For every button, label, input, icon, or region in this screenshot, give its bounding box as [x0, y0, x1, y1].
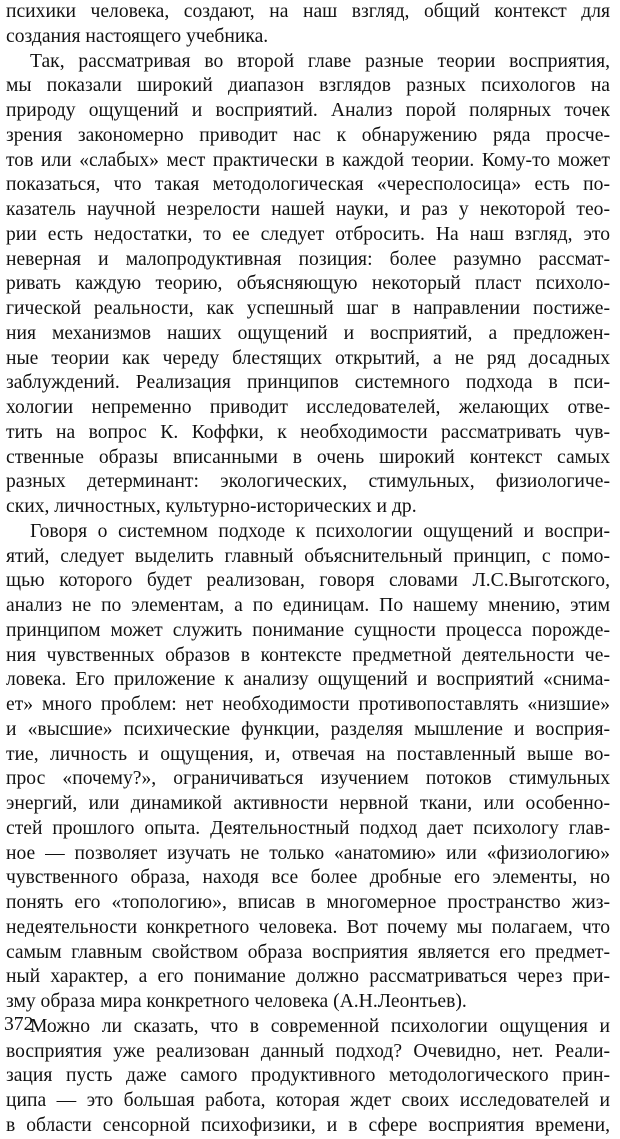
text-line: Можно ли сказать, что в современной психологии ощущения и	[30, 1015, 610, 1037]
text-line: понять его «топологию», вписав в многомерное пространство жиз-	[6, 892, 610, 913]
text-line: гической реальности, как успешный шаг в направлении постиже-	[6, 298, 610, 319]
text-line: зрения закономерно приводит нас к обнаружению ряда просче-	[6, 124, 610, 146]
text-line: создания настоящего учебника.	[6, 25, 269, 47]
text-line: прос «почему?», ограничиваться изучением потоков стимульных	[6, 768, 610, 790]
text-line: зму образа мира конкретного человека (А.Н.Леонтьев).	[6, 991, 467, 1012]
paragraph	[6, 1015, 610, 1139]
text-line: в области сенсорной психофизики, и в сфере восприятия времени,	[6, 1114, 610, 1136]
text-line: анализ не по элементам, а по единицам. По нашему мнению, этим	[6, 595, 610, 616]
page-text	[6, 0, 610, 1139]
page-number: 372	[4, 1014, 34, 1035]
text-line: восприятия уже реализован данный подход? Очевидно, нет. Реали-	[6, 1040, 610, 1062]
text-line: ния механизмов наших ощущений и восприятий, а предложен-	[6, 322, 610, 344]
text-line: ное — позволяет изучать не только «анатомию» или «физиологию»	[6, 842, 610, 864]
text-line: ятий, следует выделить главный объяснительный принцип, с помо-	[6, 545, 610, 567]
text-line: тить на вопрос К. Коффки, к необходимости рассматривать чув-	[6, 421, 610, 443]
text-line: Говоря о системном подходе к психологии ощущений и воспри-	[30, 520, 610, 542]
text-line: ет» много проблем: нет необходимости противопоставлять «низшие»	[6, 694, 610, 715]
text-line: энергий, или динамикой активности нервной ткани, или особенно-	[6, 793, 610, 814]
text-line: природу ощущений и восприятий. Анализ порой полярных точек	[6, 100, 610, 121]
text-line: казатель научной незрелости нашей науки, и раз у некоторой тео-	[6, 199, 610, 220]
text-line: разных детерминант: экологических, стимульных, физиологиче-	[6, 471, 610, 493]
text-line: мы показали широкий диапазон взглядов разных психологов на	[6, 75, 610, 97]
text-line: хологии непременно приводит исследователей, желающих отве-	[6, 397, 610, 418]
text-line: неверная и малопродуктивная позиция: более разумно рассмат-	[6, 248, 610, 270]
text-line: и «высшие» психические функции, разделяя мышление и восприя-	[6, 718, 610, 740]
text-line: ловека. Его приложение к анализу ощущений и восприятий «снима-	[6, 669, 610, 691]
text-line: ципа — это большая работа, которая ждет своих исследователей и	[6, 1090, 610, 1111]
text-line: ских, личностных, культурно-исторических и др.	[6, 496, 417, 517]
text-line: рии есть недостатки, то ее следует отбросить. На наш взгляд, это	[6, 223, 610, 245]
text-line: тие, личность и ощущения, и, отвечая на поставленный выше во-	[6, 743, 610, 765]
text-line: ные теории как череду блестящих открытий, а не ряд досадных	[6, 347, 610, 369]
text-line: принципом может служить понимание сущности процесса порожде-	[6, 619, 610, 641]
text-line: психики человека, создают, на наш взгляд, общий контекст для	[6, 1, 610, 22]
text-line: заблуждений. Реализация принципов системного подхода в пси-	[6, 372, 610, 394]
paragraph	[6, 50, 610, 520]
text-line: стей прошлого опыта. Деятельностный подход дает психологу глав-	[6, 817, 610, 839]
text-line: ривать каждую теорию, объясняющую некоторый пласт психоло-	[6, 273, 610, 295]
text-line: показаться, что такая методологическая «чересполосица» есть по-	[6, 174, 610, 196]
text-line: чувственного образа, находя все более дробные его элементы, но	[6, 867, 610, 889]
text-line: самым главным свойством образа восприятия является его предмет-	[6, 941, 610, 963]
text-line: недеятельности конкретного человека. Вот почему мы полагаем, что	[6, 916, 610, 938]
text-line: ственные образы вписанными в очень широкий контекст самых	[6, 446, 610, 468]
text-line: ния чувственных образов в контексте предметной деятельности че-	[6, 644, 610, 666]
paragraph	[6, 0, 610, 50]
paragraph	[6, 520, 610, 1015]
text-line: зация пусть даже самого продуктивного методологического прин-	[6, 1065, 610, 1087]
text-line: щью которого будет реализован, говоря словами Л.С.Выготского,	[6, 570, 610, 592]
text-line: тов или «слабых» мест практически в каждой теории. Кому-то может	[6, 149, 610, 171]
text-line: Так, рассматривая во второй главе разные теории восприятия,	[30, 50, 610, 72]
text-line: ный характер, а его понимание должно рассматриваться через при-	[6, 966, 610, 988]
